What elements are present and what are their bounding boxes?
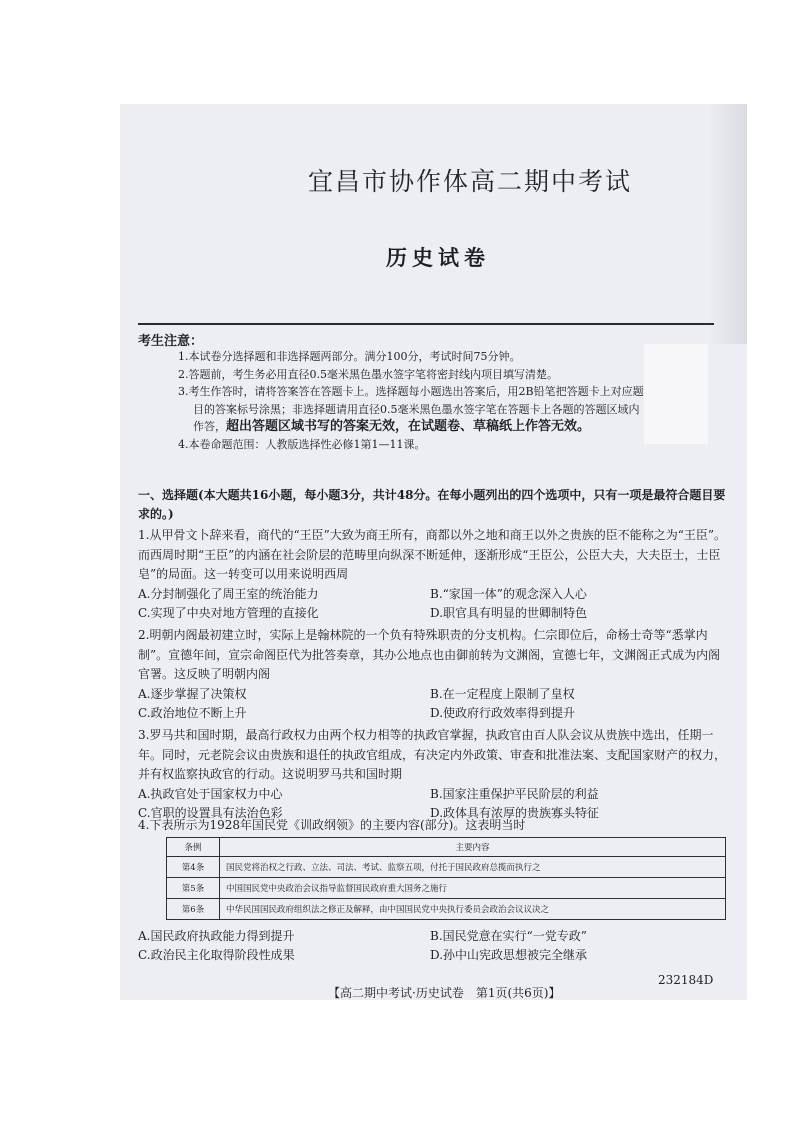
redacted-box bbox=[644, 344, 708, 444]
notice-item bbox=[178, 383, 648, 436]
table-cell: 中国国民党中央政治会议指导监督国民政府重大国务之施行 bbox=[220, 878, 726, 899]
table-header-row bbox=[167, 838, 726, 857]
options bbox=[138, 685, 728, 723]
option-a[interactable]: A.逐步掌握了决策权 bbox=[138, 686, 247, 701]
table-cell: 第4条 bbox=[167, 857, 220, 878]
options bbox=[138, 585, 728, 623]
table-cell: 中华民国国民政府组织法之修正及解释，由中国国民党中央执行委员会政治会议议决之 bbox=[220, 899, 726, 920]
option-d[interactable]: D.孙中山宪政思想被完全继承 bbox=[430, 948, 588, 962]
table-row bbox=[167, 899, 726, 920]
option-d[interactable]: D.职官具有明显的世卿制特色 bbox=[430, 605, 588, 620]
option-b[interactable]: B.“家国一体”的观念深入人心 bbox=[430, 586, 587, 601]
option-d[interactable]: D.使政府行政效率得到提升 bbox=[430, 705, 576, 720]
notice-item-text: 3.考生作答时，请将答案答在答题卡上。选择题每小题选出答案后，用2B铅笔把答题卡上对应题目的答案标号涂黑；非选择题请用直径0.5毫米黑色墨水签字笔在答题卡上各题的答题区域内作答， bbox=[178, 385, 644, 433]
question-2 bbox=[138, 626, 728, 723]
table-header: 条例 bbox=[167, 838, 220, 857]
page-footer: 【高二期中考试·历史试卷 第1页(共6页)】 bbox=[328, 986, 561, 1000]
question-stem: 1.从甲骨文卜辞来看，商代的“王臣”大致为商王所有，商都以外之地和商王以外之贵族的臣不能称之为“王臣”。而西周时期“王臣”的内涵在社会阶层的范畴里向纵深不断延伸，逐渐形成“王臣公，公臣大夫，大夫臣士，士臣皂”的局面。这一转变可以用来说明西周 bbox=[138, 528, 726, 581]
section-heading: 一、选择题(本大题共16小题，每小题3分，共计48分。在每小题列出的四个选项中，只有一项是最符合题目要求的。) bbox=[138, 488, 726, 521]
notice-item: 4.本卷命题范围：人教版选择性必修1第1—11课。 bbox=[178, 437, 426, 451]
paper-fold-shadow bbox=[707, 104, 747, 344]
notice-item: 2.答题前，考生务必用直径0.5毫米黑色墨水签字笔将密封线内项目填写清楚。 bbox=[178, 367, 558, 381]
option-a[interactable]: A.国民政府执政能力得到提升 bbox=[138, 929, 295, 943]
option-c[interactable]: C.政治民主化取得阶段性成果 bbox=[138, 948, 295, 962]
question-stem: 4.下表所示为1928年国民党《训政纲领》的主要内容(部分)。这表明当时 bbox=[138, 818, 526, 832]
option-c[interactable]: C.政治地位不断上升 bbox=[138, 705, 247, 720]
table-cell: 第5条 bbox=[167, 878, 220, 899]
options bbox=[138, 927, 728, 965]
notice-item: 1.本试卷分选择题和非选择题两部分。满分100分，考试时间75分钟。 bbox=[178, 350, 521, 363]
notice-list bbox=[178, 348, 648, 453]
option-b[interactable]: B.国民党意在实行“一党专政” bbox=[430, 929, 587, 943]
question-stem: 2.明朝内阁最初建立时，实际上是翰林院的一个负有特殊职责的分支机构。仁宗即位后，命杨士奇等“悉掌内制”。宣德年间，宣宗命阁臣代为批答奏章，其办公地点也由御前转为文渊阁，宣德七年，文渊阁正式成为内阁官署。这反映了明朝内阁 bbox=[138, 628, 721, 681]
outline-table bbox=[166, 837, 726, 920]
table-row bbox=[167, 878, 726, 899]
notice-item-emphasis: 超出答题区域书写的答案无效，在试题卷、草稿纸上作答无效。 bbox=[226, 419, 591, 434]
question-stem: 3.罗马共和国时期，最高行政权力由两个权力相等的执政官掌握，执政官由百人队会议从贵族中选出，任期一年。同时，元老院会议由贵族和退任的执政官组成，有决定内外政策、审查和批准法案、支配国家财产的权力，并有权监察执政官的行动。这说明罗马共和国时期 bbox=[138, 728, 727, 781]
option-a[interactable]: A.分封制强化了周王室的统治能力 bbox=[138, 586, 319, 601]
table-cell: 国民党将治权之行政、立法、司法、考试、监察五项，付托于国民政府总揽而执行之 bbox=[220, 857, 726, 878]
question-1 bbox=[138, 526, 728, 623]
option-d[interactable]: D.政体具有浓厚的贵族寡头特征 bbox=[430, 805, 600, 820]
table-cell: 第6条 bbox=[167, 899, 220, 920]
option-c[interactable]: C.官职的设置具有法治色彩 bbox=[138, 805, 283, 820]
question-3 bbox=[138, 726, 728, 823]
option-a[interactable]: A.执政官处于国家权力中心 bbox=[138, 786, 283, 801]
notice-heading: 考生注意： bbox=[138, 334, 204, 349]
title-divider bbox=[138, 323, 714, 325]
paper-code: 232184D bbox=[658, 973, 714, 987]
exam-title: 宜昌市协作体高二期中考试 bbox=[308, 167, 633, 196]
question-4 bbox=[138, 816, 728, 836]
option-c[interactable]: C.实现了中央对地方管理的直接化 bbox=[138, 605, 319, 620]
option-b[interactable]: B.国家注重保护平民阶层的利益 bbox=[430, 786, 599, 801]
table-header: 主要内容 bbox=[220, 838, 726, 857]
table-row bbox=[167, 857, 726, 878]
option-b[interactable]: B.在一定程度上限制了皇权 bbox=[430, 686, 575, 701]
subject-title: 历史试卷 bbox=[386, 245, 490, 270]
exam-sheet bbox=[120, 104, 747, 1000]
